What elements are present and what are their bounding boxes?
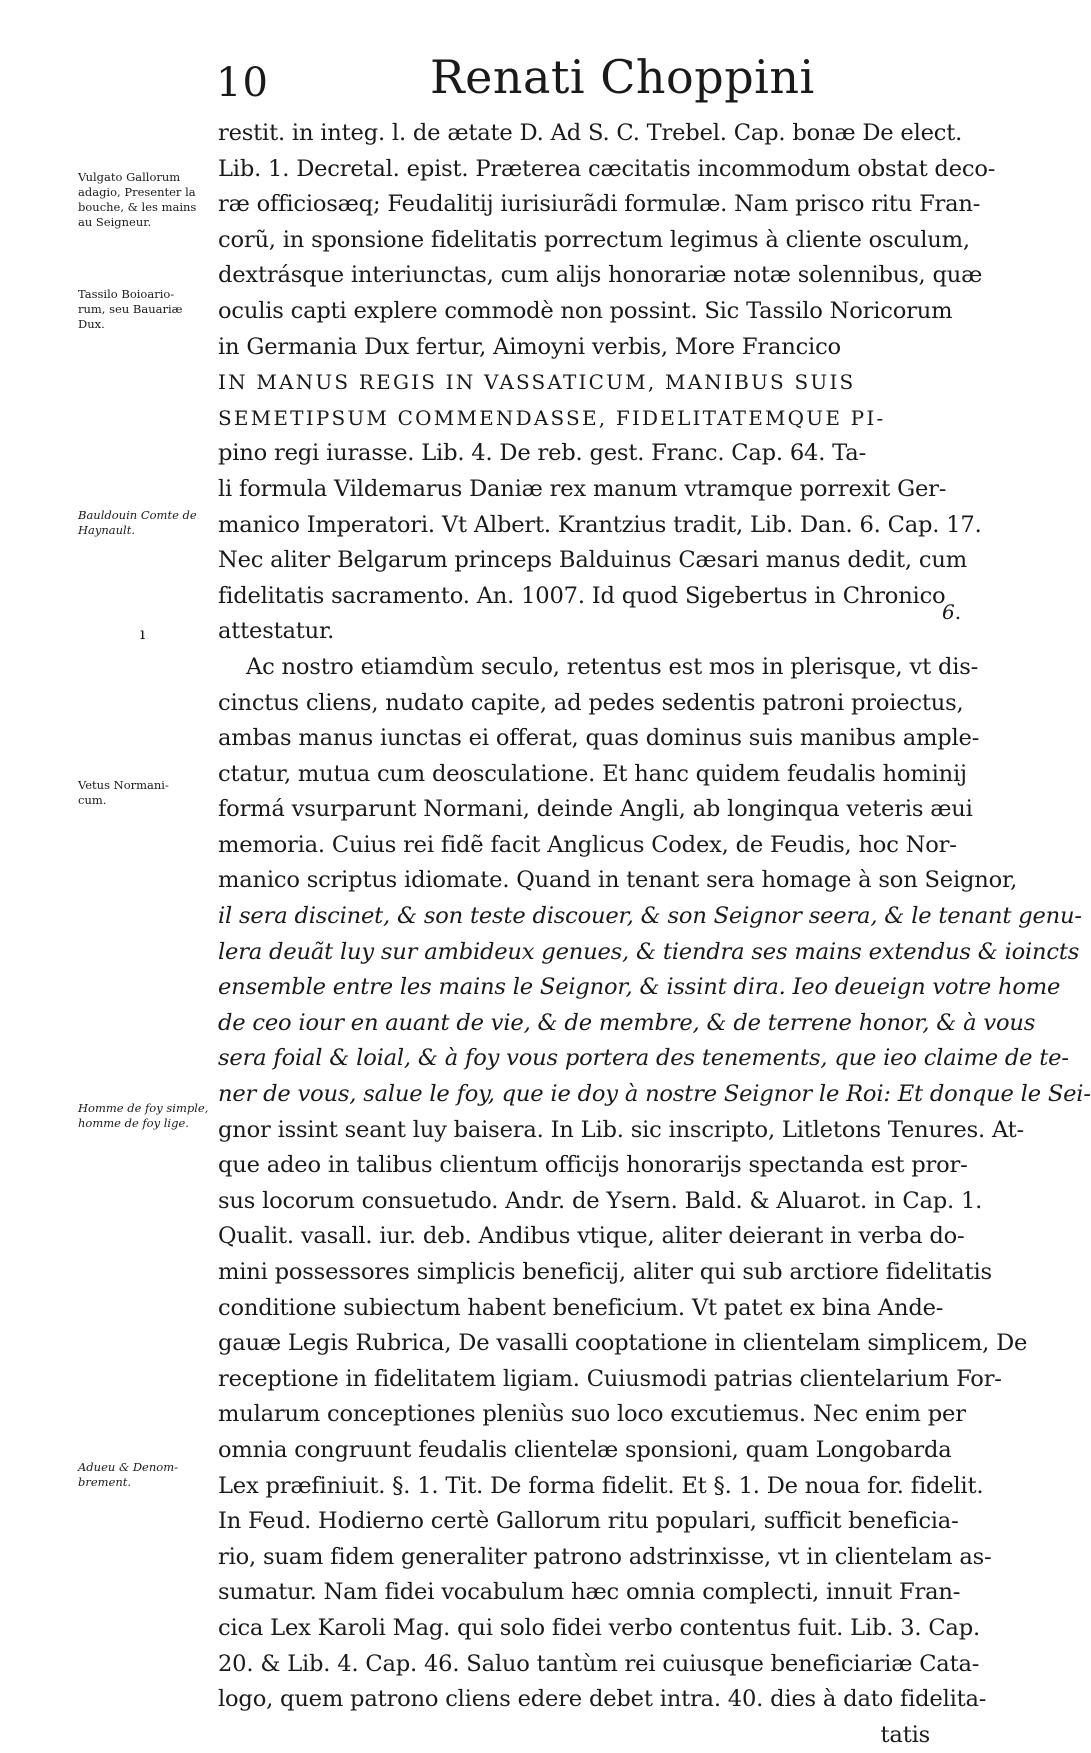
margin-note: Vulgato Gallorum adagio, Presenter la bouche, & les mains au Seigneur. [78,170,197,229]
text-line: ensemble entre les mains le Seignor, & issint dira. Ieo deueign votre home [218,974,1061,1001]
text-line: conditione subiectum habent beneficium. Vt patet ex bina Ande- [218,1294,944,1321]
text-line: restit. in integ. l. de ætate D. Ad S. C. Trebel. Cap. bonæ De elect. [218,120,963,146]
text-line: Ac nostro etiamdùm seculo, retentus est mos in plerisque, vt dis- [246,653,979,680]
text-line: omnia congruunt feudalis clientelæ sponsioni, quam Longobarda [218,1436,952,1463]
text-line: In Feud. Hodierno certè Gallorum ritu populari, sufficit beneficia- [218,1508,959,1535]
text-line: Qualit. vasall. iur. deb. Andibus vtique, aliter deierant in verba do- [218,1223,965,1250]
text-line: sumatur. Nam fidei vocabulum hæc omnia complecti, innuit Fran- [218,1579,961,1606]
text-line: fidelitatis sacramento. An. 1007. Id quod Sigebertus in Chronico [218,582,946,609]
text-line: oculis capti explere commodè non possint. Sic Tassilo Noricorum [218,297,953,324]
text-line: cinctus cliens, nudato capite, ad pedes sedentis patroni proiectus, [218,689,964,716]
text-line: manico scriptus idiomate. Quand in tenant sera homage à son Seignor, [218,867,1018,894]
text-line: lera deuãt luy sur ambideux genues, & tiendra ses mains extendus & ioincts [218,938,1080,965]
text-line: formá vsurparunt Normani, deinde Angli, ab longinqua veteris æui [218,796,973,823]
text-line: dextrásque interiunctas, cum alijs honorariæ notæ solennibus, quæ [218,262,983,289]
text-line: ctatur, mutua cum deosculatione. Et hanc quidem feudalis hominij [218,760,967,787]
page-number: 10 [216,60,269,106]
text-line: Lib. 1. Decretal. epist. Præterea cæcitatis incommodum obstat deco- [218,155,996,182]
margin-number: 6. [942,600,962,624]
text-line: Nec aliter Belgarum princeps Balduinus Cæsari manus dedit, cum [218,547,967,574]
text-line: gnor issint seant luy baisera. In Lib. sic inscripto, Litletons Tenures. At- [218,1116,1024,1143]
stray-mark: ı [140,624,146,643]
text-line: sera foial & loial, & à foy vous portera des tenements, que ieo claime de te- [218,1045,1069,1072]
catchword: tatis [880,1721,930,1748]
text-line: IN MANUS REGIS IN VASSATICUM, MANIBUS SUIS [218,370,856,395]
text-line: logo, quem patrono cliens edere debet intra. 40. dies à dato fidelita- [218,1686,987,1713]
text-line: ræ officiosæq; Feudalitij iurisiurãdi formulæ. Nam prisco ritu Fran- [218,191,981,218]
text-line: de ceo iour en auant de vie, & de membre, & de terrene honor, & à vous [218,1009,1036,1036]
text-line: Lex præfiniuit. §. 1. Tit. De forma fidelit. Et §. 1. De noua for. fidelit. [218,1472,984,1499]
text-line: 20. & Lib. 4. Cap. 46. Saluo tantùm rei cuiusque beneficiariæ Cata- [218,1650,980,1677]
text-line: in Germania Dux fertur, Aimoyni verbis, More Francico [218,333,841,360]
text-line: gauæ Legis Rubrica, De vasalli cooptatione in clientelam simplicem, De [218,1330,1028,1357]
margin-note: Adueu & Denom- brement. [78,1460,178,1489]
text-line: attestatur. [218,618,335,645]
text-line: mini possessores simplicis beneficij, aliter qui sub arctiore fidelitatis [218,1259,992,1285]
text-line: memoria. Cuius rei fidẽ facit Anglicus Codex, de Feudis, hoc Nor- [218,831,957,858]
margin-notes [78,0,218,1708]
text-line: receptione in fidelitatem ligiam. Cuiusmodi patrias clientelarium For- [218,1365,1002,1392]
text-line: ambas manus iunctas ei offerat, quas dominus suis manibus ample- [218,725,980,752]
text-line: rio, suam fidem generaliter patrono adstrinxisse, vt in clientelam as- [218,1543,992,1570]
margin-note: Bauldouin Comte de Haynault. [78,508,197,537]
text-line: ner de vous, salue le foy, que ie doy à nostre Seignor le Roi: Et donque le Sei- [218,1081,1091,1108]
text-line: cica Lex Karoli Mag. qui solo fidei verbo contentus fuit. Lib. 3. Cap. [218,1614,980,1641]
text-line: SEMETIPSUM COMMENDASSE, FIDELITATEMQUE PI- [218,405,886,430]
margin-note: Tassilo Boioario- rum, seu Bauariæ Dux. [78,287,183,331]
text-line: manico Imperatori. Vt Albert. Krantzius tradit, Lib. Dan. 6. Cap. 17. [218,511,982,538]
running-title: Renati Choppini [430,50,815,104]
text-line: pino regi iurasse. Lib. 4. De reb. gest. Franc. Cap. 64. Ta- [218,440,867,467]
text-line: il sera discinet, & son teste discouer, & son Seignor seera, & le tenant genu- [218,903,1082,930]
text-line: sus locorum consuetudo. Andr. de Ysern. Bald. & Aluarot. in Cap. 1. [218,1187,983,1214]
text-line: que adeo in talibus clientum officijs honorarijs spectanda est pror- [218,1152,968,1179]
margin-note: Vetus Normani- cum. [78,778,169,807]
text-line: mularum conceptiones pleniùs suo loco excutiemus. Nec enim per [218,1401,966,1428]
text-line: corũ, in sponsione fidelitatis porrectum legimus à cliente osculum, [218,226,970,253]
body-text [218,116,1091,1753]
text-line: li formula Vildemarus Daniæ rex manum vtramque porrexit Ger- [218,475,947,502]
margin-note: Homme de foy simple, homme de foy lige. [78,1101,209,1130]
